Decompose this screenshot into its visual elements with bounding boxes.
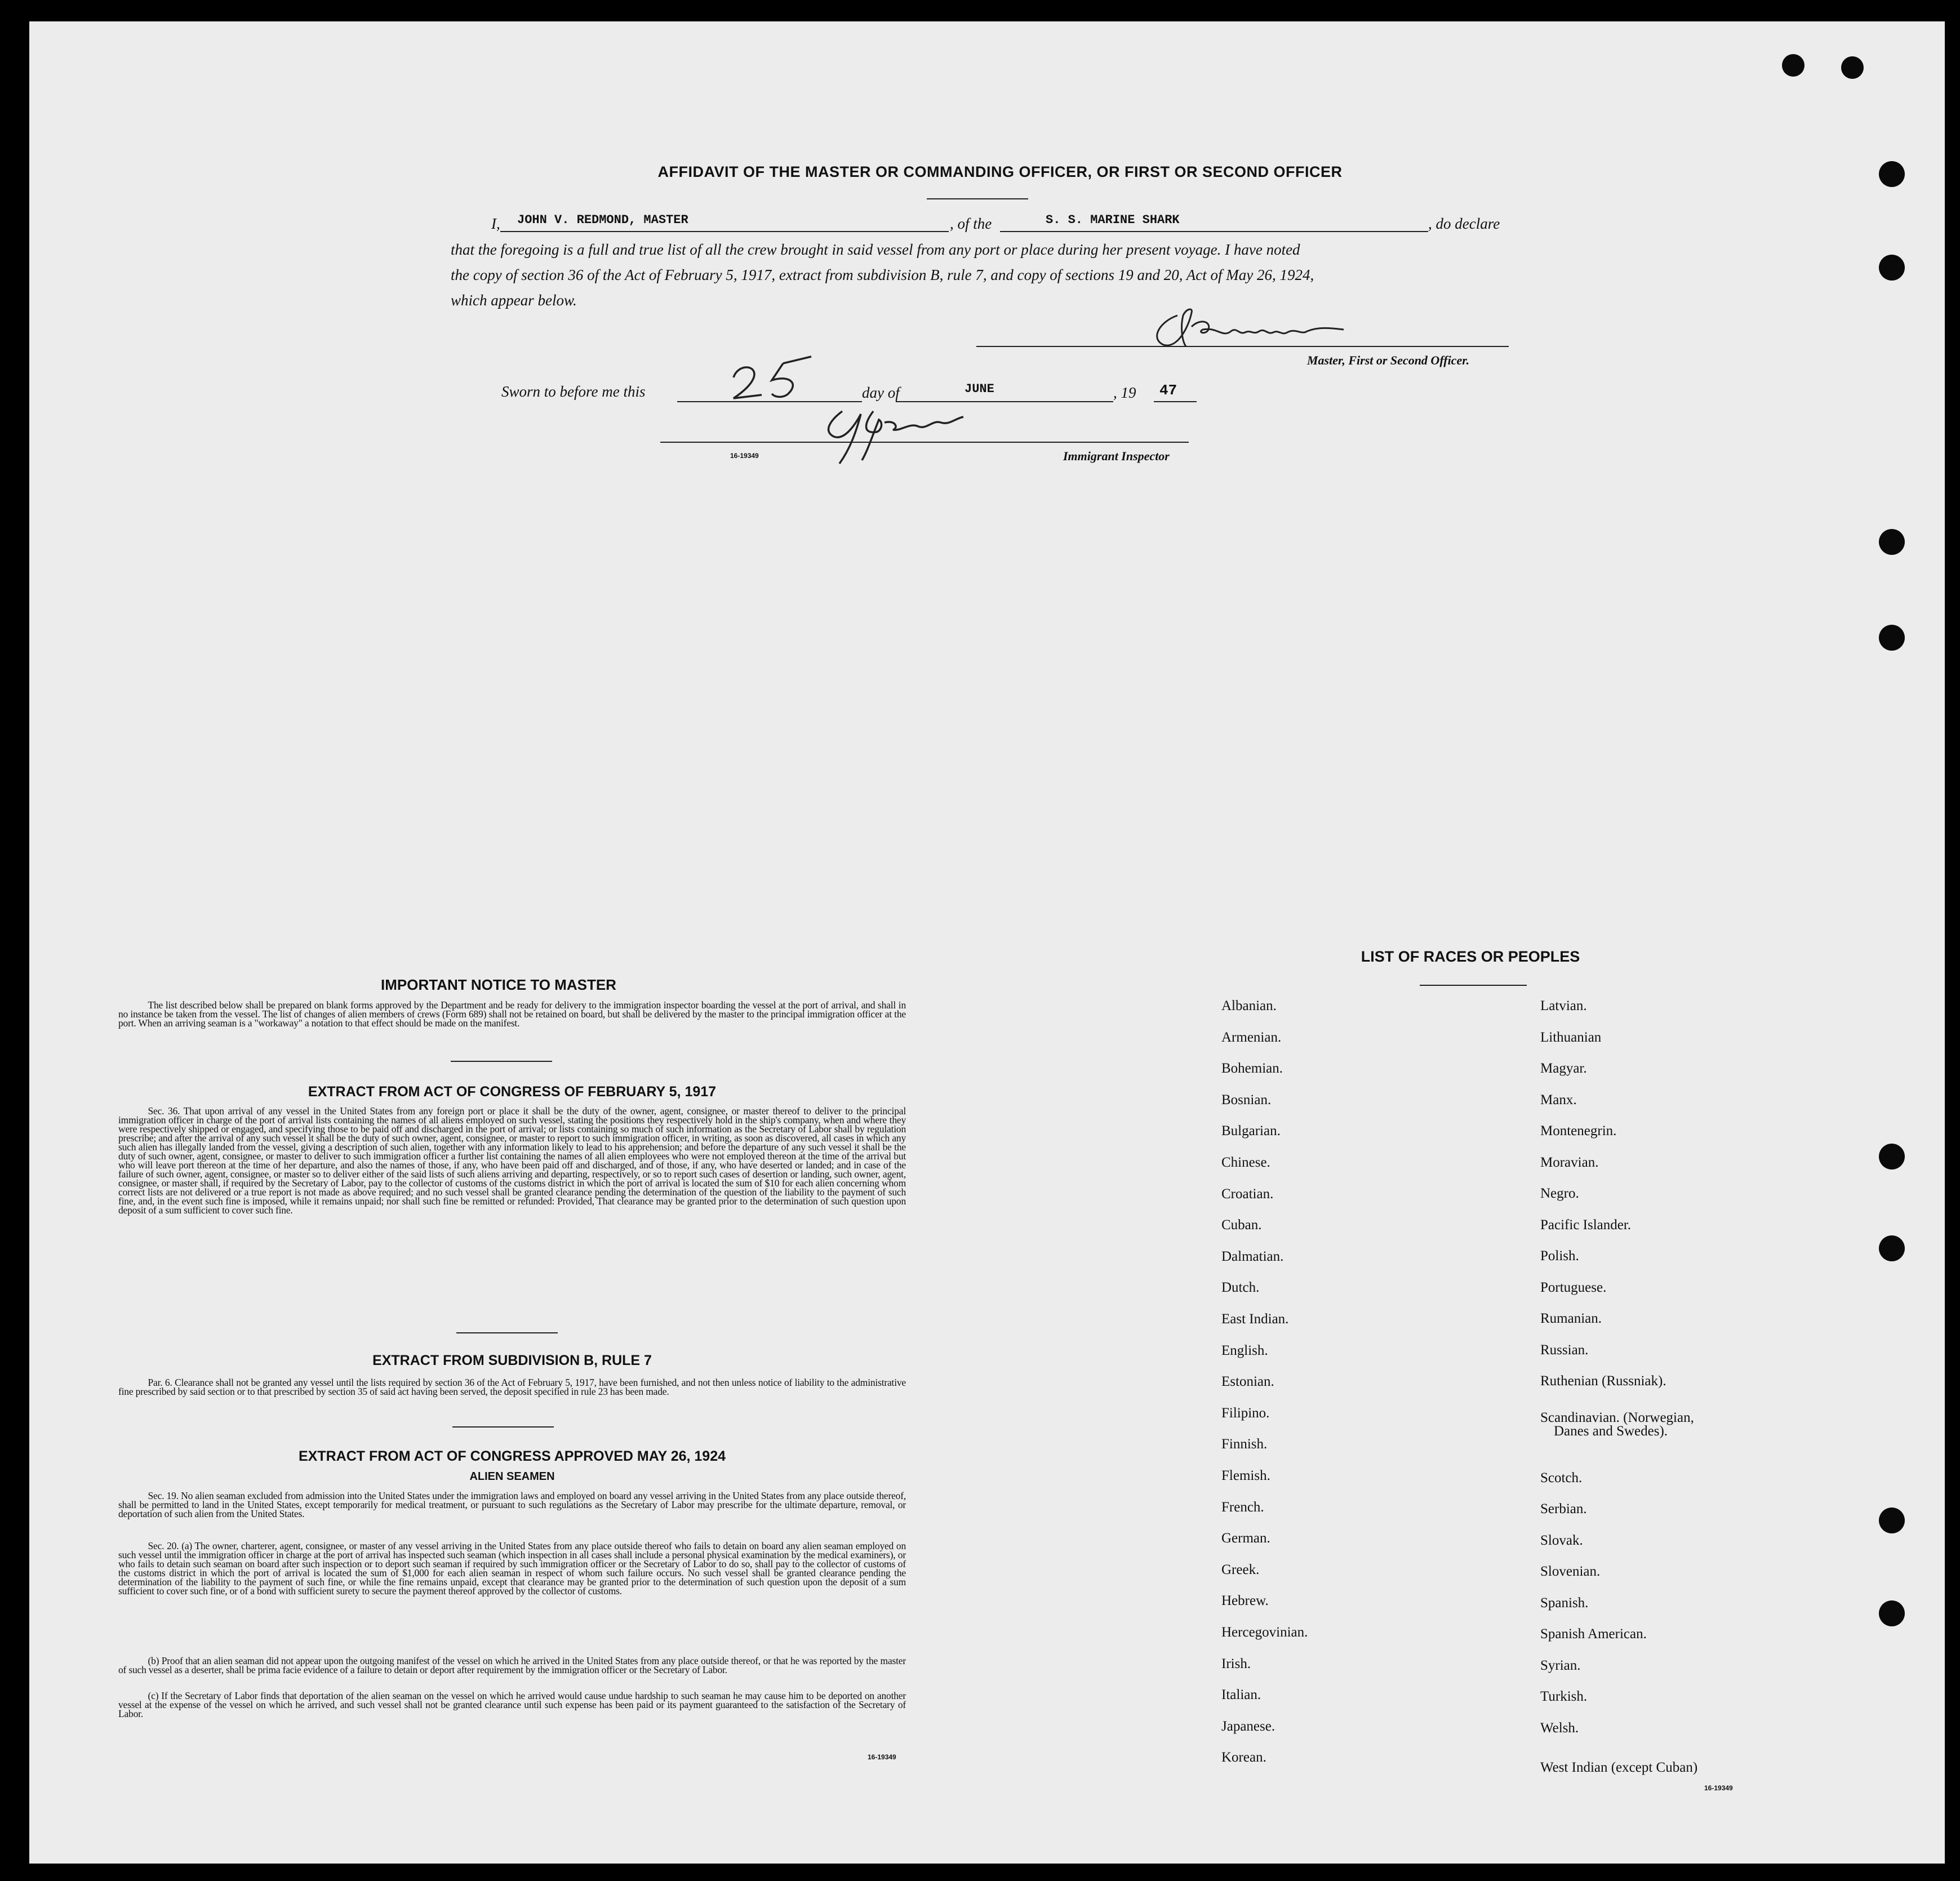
race-item: East Indian. (1221, 1311, 1289, 1327)
race-item: Chinese. (1221, 1155, 1270, 1170)
divider-3 (452, 1426, 554, 1428)
punch-hole (1879, 1235, 1905, 1261)
races-divider (1420, 985, 1527, 986)
race-item: Filipino. (1221, 1405, 1270, 1421)
sec-20c-body: (c) If the Secretary of Labor finds that deportation of the alien seaman on the vessel on which he arrived would cause undue hardship to such seaman he may cause him to be deported on another vessel at the expense of the vessel on which he arrived, and such vessel shall not be granted clearance until such expense has been paid or its payment guaranteed to the satisfaction of the Secretary of Labor. (118, 1690, 906, 1719)
notice-heading: IMPORTANT NOTICE TO MASTER (381, 976, 616, 993)
race-item: Montenegrin. (1540, 1123, 1617, 1139)
master-name-line (500, 231, 949, 232)
race-item: French. (1221, 1499, 1264, 1515)
day-of-label: day of (862, 384, 900, 401)
race-item: Serbian. (1540, 1501, 1587, 1517)
inspector-signature (811, 397, 980, 468)
race-item: Japanese. (1221, 1718, 1275, 1734)
subdivision-b-body: Par. 6. Clearance shall not be granted any vessel until the lists required by section 36 of the Act of February 5, 1917, have been furnished, and not then unless notice of liability to the administrative fine prescribed by said section or to that prescribed by section 35 of said act having been served, the deposit specified in rule 23 has been made. (118, 1377, 906, 1397)
race-item: Slovenian. (1540, 1564, 1601, 1579)
race-item: Scandinavian. (Norwegian, (1540, 1410, 1694, 1425)
race-item: Danes and Swedes). (1554, 1424, 1668, 1439)
vessel-name-field: S. S. MARINE SHARK (1046, 213, 1180, 227)
race-item: Albanian. (1221, 998, 1277, 1013)
race-item: Bosnian. (1221, 1092, 1272, 1108)
race-item: Welsh. (1540, 1720, 1579, 1736)
race-item: Irish. (1221, 1656, 1251, 1671)
punch-hole (1879, 1508, 1905, 1533)
race-item: Spanish American. (1540, 1626, 1647, 1642)
race-item: Finnish. (1221, 1437, 1268, 1452)
extract-1917-heading: EXTRACT FROM ACT OF CONGRESS OF FEBRUARY 5, 1917 (308, 1084, 717, 1100)
race-item: Korean. (1221, 1750, 1266, 1766)
race-item: Greek. (1221, 1562, 1260, 1577)
sworn-month-value: JUNE (965, 382, 994, 396)
race-item: Moravian. (1540, 1155, 1599, 1170)
extract-1924-heading: EXTRACT FROM ACT OF CONGRESS APPROVED MAY 26, 1924 (298, 1448, 726, 1464)
punch-hole (1782, 54, 1805, 77)
race-item: Bulgarian. (1221, 1123, 1281, 1139)
alien-seamen-subheading: ALIEN SEAMEN (469, 1470, 555, 1483)
race-item: Ruthenian (Russniak). (1540, 1373, 1666, 1389)
year-label: , 19 (1113, 384, 1136, 401)
punch-hole (1879, 255, 1905, 281)
race-item: Latvian. (1540, 998, 1587, 1013)
affidavit-body-line-3: which appear below. (451, 292, 577, 309)
form-number-top: 16-19349 (730, 452, 759, 460)
punch-hole (1879, 161, 1905, 187)
races-heading: LIST OF RACES OR PEOPLES (1361, 948, 1580, 965)
race-item: Portuguese. (1540, 1280, 1607, 1295)
form-number-left: 16-19349 (868, 1753, 896, 1761)
extract-1917-body: Sec. 36. That upon arrival of any vessel in the United States from any foreign port or place it shall be the duty of the owner, agent, consignee, or master thereof to deliver to the principal immigration officer in charge of the port of arrival lists containing the names of all aliens employed on such vessel, stating the positions they respectively hold in the ship's company, when and where they were respectively shipped or engaged, and specifying those to be paid off and discharged in the port of arrival; or lists containing so much of such information as the Secretary of Labor shall by regulation prescribe; and after the arrival of any such vessel it shall be the duty of such owner, agent, consignee, or master to report to such immigration officer, in writing, as soon as discovered, all cases in which any such alien has illegally landed from the vessel, giving a description of such alien, together with any information likely to lead to his apprehension; and before the departure of any such vessel it shall be the duty of such owner, agent, consignee, or master to deliver to such immigration officer a further list containing the names of all alien employees who were not employed thereon at the time of the arrival but who will leave port thereon at the time of her departure, and also the names of those, if any, who have been paid off and discharged, and of those, if any, who have deserted or landed; and in case of the failure of such owner, agent, consignee, or master so to deliver either of the said lists of such aliens arriving and departing, respectively, or so to report such cases of desertion or landing, such owner, agent, consignee, or master shall, if required by the Secretary of Labor, pay to the collector of customs of the customs district in which the port of arrival is located the sum of $10 for each alien concerning whom correct lists are not delivered or a true report is not made as above required; and no such vessel shall be granted clearance pending the determination of the question of the liability to the payment of such fine, and, in the event such fine is imposed, while it remains unpaid; nor shall such fine be remitted or refunded: Provided, That clearance may be granted prior to the determination of such question upon deposit of a sum sufficient to cover such fine. (118, 1105, 906, 1216)
master-name-field: JOHN V. REDMOND, MASTER (517, 213, 688, 227)
master-signature (1138, 304, 1375, 355)
race-item: Armenian. (1221, 1029, 1282, 1045)
sworn-label: Sworn to before me this (501, 383, 646, 400)
do-declare-label: , do declare (1428, 215, 1500, 232)
race-item: Estonian. (1221, 1374, 1274, 1390)
race-item: Turkish. (1540, 1689, 1588, 1704)
sworn-year-line (1154, 401, 1197, 402)
race-item: Flemish. (1221, 1468, 1270, 1483)
race-item: Negro. (1540, 1186, 1579, 1201)
inspector-signature-line (660, 442, 1189, 443)
race-item: Manx. (1540, 1092, 1577, 1108)
race-item: Rumanian. (1540, 1311, 1602, 1326)
sworn-year-value: 47 (1159, 382, 1177, 399)
race-item: Polish. (1540, 1248, 1579, 1264)
race-item: Magyar. (1540, 1061, 1587, 1076)
heading-divider (927, 198, 1028, 199)
race-item: Syrian. (1540, 1658, 1581, 1673)
race-item: Cuban. (1221, 1217, 1262, 1233)
form-number-right: 16-19349 (1704, 1784, 1733, 1792)
race-item: English. (1221, 1342, 1268, 1358)
affidavit-body-line-2: the copy of section 36 of the Act of February 5, 1917, extract from subdivision B, rule 7, and copy of sections 19 and 20, Act of May 26, 1924, (451, 266, 1314, 283)
master-signature-line (976, 346, 1509, 347)
race-item: Croatian. (1221, 1186, 1274, 1202)
race-item: Slovak. (1540, 1533, 1583, 1548)
punch-hole (1841, 56, 1864, 79)
sworn-day-handwritten (727, 352, 823, 406)
race-item: German. (1221, 1531, 1270, 1546)
vessel-name-line (1000, 231, 1428, 232)
race-item: Dalmatian. (1221, 1248, 1284, 1264)
race-item: Spanish. (1540, 1595, 1589, 1611)
divider-2 (456, 1332, 558, 1333)
affidavit-heading: AFFIDAVIT OF THE MASTER OR COMMANDING OFFICER, OR FIRST OR SECOND OFFICER (657, 163, 1343, 180)
race-item: Hebrew. (1221, 1593, 1269, 1609)
race-item: West Indian (except Cuban) (1540, 1760, 1698, 1775)
race-item: Lithuanian (1540, 1030, 1602, 1045)
divider-1 (451, 1061, 552, 1062)
of-the-label: , of the (950, 215, 992, 232)
affidavit-body-line-1: that the foregoing is a full and true list of all the crew brought in said vessel from any port or place during her present voyage. I have noted (451, 241, 1300, 258)
punch-hole (1879, 1144, 1905, 1169)
sec-19-body: Sec. 19. No alien seaman excluded from admission into the United States under the immigration laws and employed on board any vessel arriving in the United States from any place outside thereof, shall be permitted to land in the United States, except temporarily for medical treatment, or pursuant to such regulations as the Secretary of Labor may prescribe for the ultimate departure, removal, or deportation of such alien from the United States. (118, 1490, 906, 1519)
i-prefix: I, (491, 215, 500, 232)
inspector-caption: Immigrant Inspector (1063, 449, 1170, 463)
master-signature-caption: Master, First or Second Officer. (1307, 353, 1470, 367)
race-item: Bohemian. (1221, 1061, 1283, 1077)
notice-body: The list described below shall be prepared on blank forms approved by the Department and be ready for delivery to the immigration inspector boarding the vessel at the port of arrival, and shall in no instance be taken from the vessel. The list of changes of alien members of crews (Form 689) shall not be retained on board, but shall be delivered by the master to the principal immigration officer at the port. When an arriving seaman is a "workaway" a notation to that effect should be made on the manifest. (118, 999, 906, 1029)
race-item: Italian. (1221, 1687, 1261, 1703)
punch-hole (1879, 625, 1905, 651)
sec-20b-body: (b) Proof that an alien seaman did not appear upon the outgoing manifest of the vessel on which he arrived in the United States from any place outside thereof, or that he was reported by the master of such vessel as a deserter, shall be prima facie evidence of a failure to detain or deport after requirement by the immigration officer or the Secretary of Labor. (118, 1655, 906, 1675)
race-item: Hercegovinian. (1221, 1625, 1308, 1640)
race-item: Scotch. (1540, 1470, 1583, 1486)
punch-hole (1879, 1600, 1905, 1626)
subdivision-b-heading: EXTRACT FROM SUBDIVISION B, RULE 7 (372, 1353, 652, 1368)
race-item: Pacific Islander. (1540, 1217, 1632, 1233)
punch-hole (1879, 529, 1905, 555)
race-item: Dutch. (1221, 1280, 1260, 1296)
race-item: Russian. (1540, 1342, 1589, 1358)
sec-20a-body: Sec. 20. (a) The owner, charterer, agent, consignee, or master of any vessel arriving in the United States from any place outside thereof who fails to detain on board any alien seaman employed on such vessel until the immigration officer in charge at the port of arrival has inspected such seaman (which inspection in all cases shall include a personal physical examination by the medical examiners), or who fails to detain such seaman on board after such inspection or to deport such seaman if required by such immigration officer or the Secretary of Labor to do so, shall pay to the collector of customs of the customs district in which the port of arrival is located the sum of $1,000 for each alien seaman in respect of whom such failure occurs. No such vessel shall be granted clearance pending the determination of the liability to the payment of such fine, or while the fine remains unpaid, except that clearance may be granted prior to the determination of such question upon the deposit of a sum sufficient to cover such fine, or of a bond with sufficient surety to secure the payment thereof approved by the collector of customs. (118, 1540, 906, 1597)
